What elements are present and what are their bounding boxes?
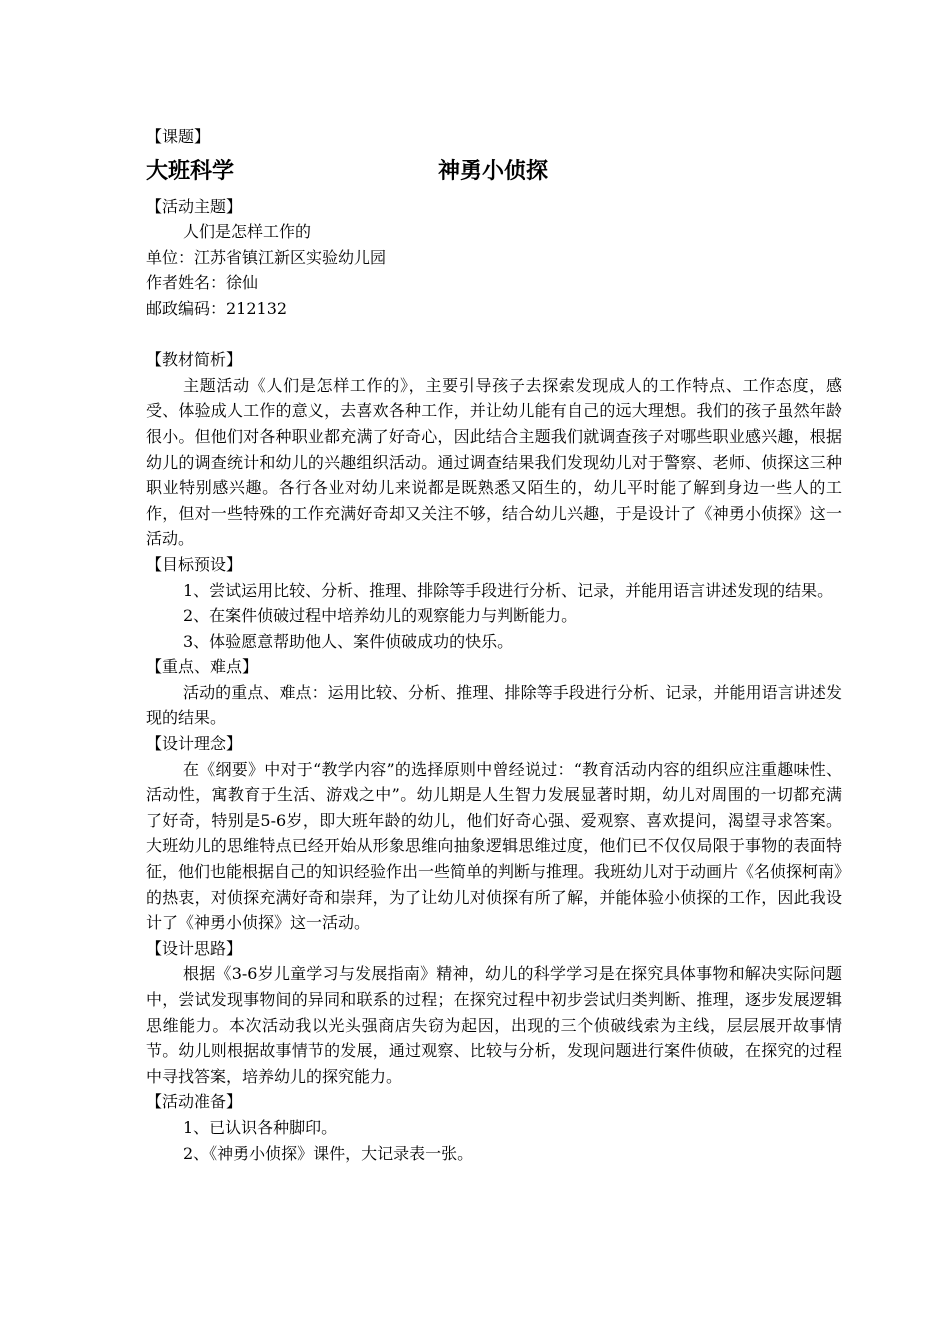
document-body: [146, 124, 842, 1166]
ideas-paragraph: 根据《3-6岁儿童学习与发展指南》精神，幼儿的科学学习是在探究具体事物和解决实际问题中，尝试发现事物间的异同和联系的过程；在探究过程中初步尝试归类判断、推理，逐步发展逻辑思维能力。本次活动我以光头强商店失窃为起因，出现的三个侦破线索为主线，层层展开故事情节。幼儿则根据故事情节的发展，通过观察、比较与分析，发现问题进行案件侦破，在探究的过程中寻找答案，培养幼儿的探究能力。: [146, 964, 842, 1086]
heading-concept: 【设计理念】: [146, 734, 243, 754]
title-right: 神勇小侦探: [438, 158, 549, 184]
heading-keti: 【课题】: [146, 127, 211, 146]
goal-3: 3、体验愿意帮助他人、案件侦破成功的快乐。: [183, 631, 514, 651]
heading-goals: 【目标预设】: [146, 554, 243, 574]
preparation-1: 1、已认识各种脚印。: [183, 1117, 338, 1137]
heading-theme: 【活动主题】: [146, 196, 243, 216]
heading-ideas: 【设计思路】: [146, 938, 243, 958]
goal-2: 2、在案件侦破过程中培养幼儿的观察能力与判断能力。: [183, 606, 578, 626]
heading-key-points: 【重点、难点】: [146, 657, 259, 677]
theme-text: 人们是怎样工作的: [183, 222, 312, 242]
title-left: 大班科学: [146, 158, 235, 184]
concept-paragraph: 在《纲要》中对于“教学内容”的选择原则中曾经说过：“教育活动内容的组织应注重趣味性、活动性，寓教育于生活、游戏之中”。幼儿期是人生智力发展显著时期，幼儿对周围的一切都充满了好奇，特别是5-6岁，即大班年龄的幼儿，他们好奇心强、爱观察、喜欢提问，渴望寻求答案。大班幼儿的思维特点已经开始从形象思维向抽象逻辑思维过度，他们已不仅仅局限于事物的表面特征，他们也能根据自己的知识经验作出一些简单的判断与推理。我班幼儿对于动画片《名侦探柯南》的热衷，对侦探充满好奇和崇拜，为了让幼儿对侦探有所了解，并能体验小侦探的工作，因此我设计了《神勇小侦探》这一活动。: [146, 759, 843, 933]
document-title: [146, 150, 842, 194]
key-points-paragraph: 活动的重点、难点：运用比较、分析、推理、排除等手段进行分析、记录，并能用语言讲述发现的结果。: [146, 682, 842, 728]
heading-preparation: 【活动准备】: [146, 1092, 243, 1112]
unit-line: 单位：江苏省镇江新区实验幼儿园: [146, 247, 387, 267]
spacer: [146, 322, 842, 348]
author-line: 作者姓名：徐仙: [146, 273, 259, 293]
heading-analysis: 【教材简析】: [146, 350, 243, 370]
preparation-2: 2、《神勇小侦探》课件，大记录表一张。: [183, 1143, 474, 1163]
postcode-line: 邮政编码：212132: [146, 298, 288, 318]
goal-1: 1、尝试运用比较、分析、推理、排除等手段进行分析、记录，并能用语言讲述发现的结果。: [183, 580, 834, 600]
analysis-paragraph: 主题活动《人们是怎样工作的》，主要引导孩子去探索发现成人的工作特点、工作态度，感受、体验成人工作的意义，去喜欢各种工作，并让幼儿能有自己的远大理想。我们的孩子虽然年龄很小。但他们对各种职业都充满了好奇心，因此结合主题我们就调查孩子对哪些职业感兴趣，根据幼儿的调查统计和幼儿的兴趣组织活动。通过调查结果我们发现幼儿对于警察、老师、侦探这三种职业特别感兴趣。各行各业对幼儿来说都是既熟悉又陌生的，幼儿平时能了解到身边一些人的工作，但对一些特殊的工作充满好奇却又关注不够，结合幼儿兴趣，于是设计了《神勇小侦探》这一活动。: [146, 375, 842, 549]
